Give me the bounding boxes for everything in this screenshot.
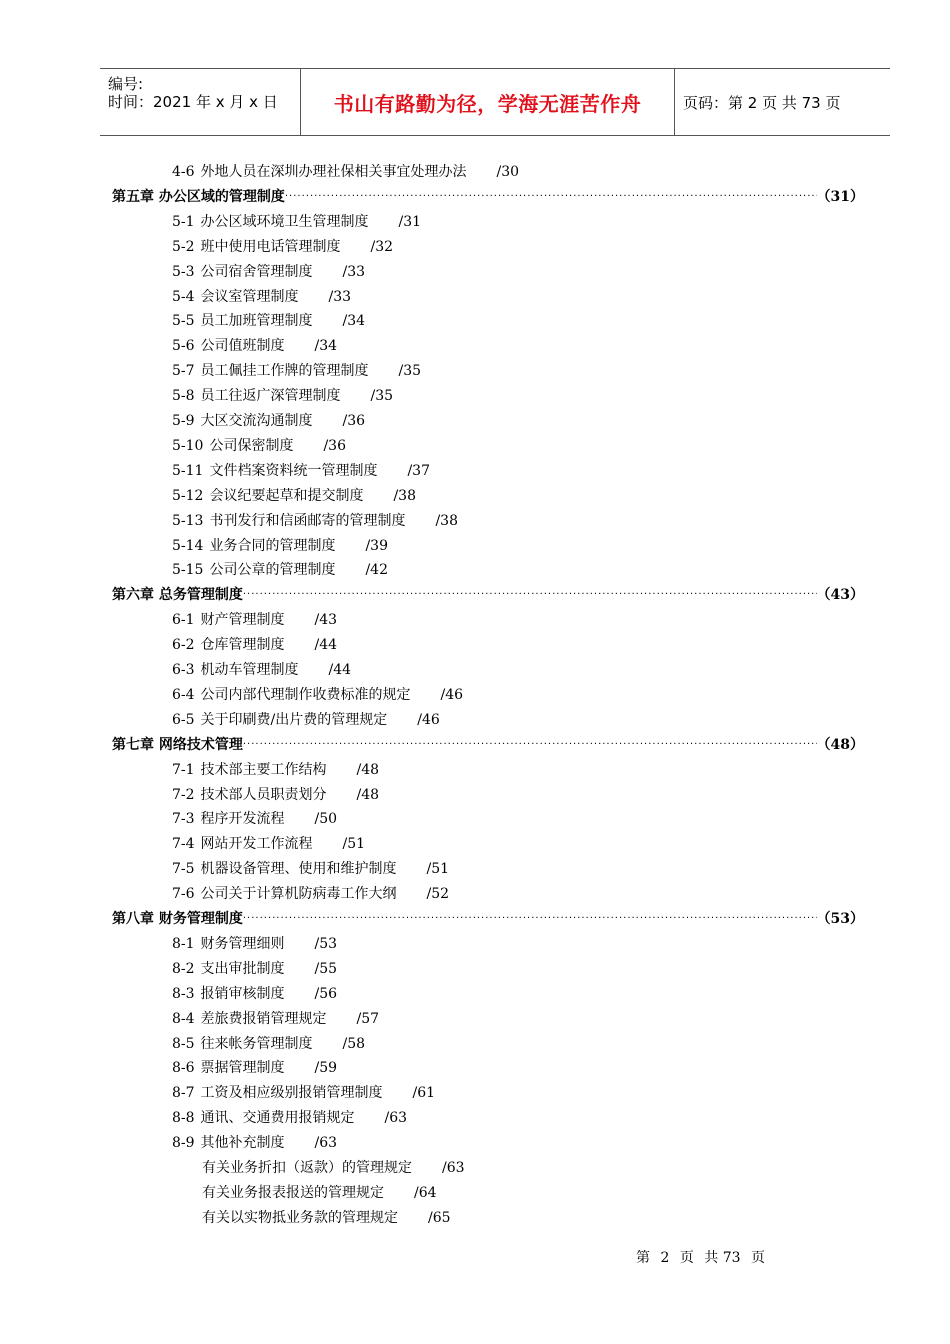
toc-item-page: /33 — [342, 264, 366, 280]
toc-item — [172, 263, 365, 281]
toc-item-title: 有关业务报表报送的管理规定 — [202, 1185, 384, 1201]
toc-item-page: /53 — [314, 936, 338, 952]
toc-item-title: 会议室管理制度 — [200, 289, 299, 305]
toc-item — [172, 312, 365, 330]
toc-item-page: /64 — [414, 1185, 437, 1201]
toc-item-code: 8-3 — [172, 986, 195, 1002]
toc-item-title: 机动车管理制度 — [200, 662, 299, 678]
toc-item-page: /44 — [328, 662, 352, 678]
toc-item — [172, 462, 430, 480]
toc-item-title: 书刊发行和信函邮寄的管理制度 — [209, 513, 406, 529]
serial-label: 编号: — [108, 75, 144, 93]
toc-chapter-title: 第六章 总务管理制度 — [112, 587, 243, 603]
toc-item-title: 关于印刷费/出片费的管理规定 — [200, 712, 388, 728]
toc-item-title: 票据管理制度 — [200, 1060, 285, 1076]
toc-item-page: /58 — [342, 1036, 366, 1052]
toc-chapter-title: 第五章 办公区域的管理制度 — [112, 189, 285, 205]
toc-item-code: 7-2 — [172, 787, 195, 803]
toc-item — [172, 636, 337, 654]
toc-item-code: 8-8 — [172, 1110, 195, 1126]
toc-item-page: /56 — [314, 986, 338, 1002]
toc-item-page: /59 — [314, 1060, 338, 1076]
toc-item — [172, 1035, 365, 1053]
toc-item — [172, 1059, 337, 1077]
footer-di: 第 — [636, 1250, 650, 1266]
toc-item — [172, 512, 458, 530]
toc-item-page: /55 — [314, 961, 338, 977]
toc-chapter-page: （31） — [816, 189, 864, 205]
toc-item-page: /63 — [442, 1160, 465, 1176]
toc-item-title: 大区交流沟通制度 — [200, 413, 313, 429]
toc-item-title: 财务管理细则 — [200, 936, 285, 952]
toc-item — [172, 213, 421, 231]
toc-leader-dots — [243, 910, 817, 928]
toc-item-title: 支出审批制度 — [200, 961, 285, 977]
toc-item — [172, 537, 388, 555]
toc-item-code: 5-1 — [172, 214, 195, 230]
toc-item — [172, 935, 337, 953]
header-meta — [100, 69, 301, 135]
toc-leader-dots — [243, 586, 817, 604]
toc-item-page: /65 — [428, 1210, 451, 1226]
toc-item — [202, 1184, 437, 1202]
toc-item-title: 员工往返广深管理制度 — [200, 388, 341, 404]
toc-item — [172, 661, 351, 679]
toc-chapter — [112, 586, 864, 604]
toc-item-code: 5-3 — [172, 264, 195, 280]
toc-item — [172, 860, 449, 878]
toc-item-code: 5-2 — [172, 239, 195, 255]
toc-item-title: 工资及相应级别报销管理制度 — [200, 1085, 383, 1101]
toc-item-code: 5-11 — [172, 463, 204, 479]
toc-chapter — [112, 188, 864, 206]
toc-item-title: 有关业务折扣（返款）的管理规定 — [202, 1160, 412, 1176]
toc-chapter-page: （48） — [816, 737, 864, 753]
toc-item-title: 公司公章的管理制度 — [209, 562, 336, 578]
toc-item-page: /31 — [398, 214, 422, 230]
footer-total: 共 73 — [704, 1250, 741, 1266]
toc-item-title: 员工佩挂工作牌的管理制度 — [200, 363, 369, 379]
toc-item-title: 有关以实物抵业务款的管理规定 — [202, 1210, 398, 1226]
toc-item-code: 6-4 — [172, 687, 195, 703]
toc-item-code: 8-4 — [172, 1011, 195, 1027]
toc-item-title: 通讯、交通费用报销规定 — [200, 1110, 355, 1126]
toc-item-page: /48 — [356, 787, 380, 803]
toc-item-code: 5-10 — [172, 438, 204, 454]
toc-item — [172, 163, 519, 181]
toc-item-title: 文件档案资料统一管理制度 — [209, 463, 378, 479]
toc-item-page: /38 — [393, 488, 416, 504]
toc-item-page: /35 — [370, 388, 394, 404]
toc-item-code: 8-6 — [172, 1060, 195, 1076]
toc-item-page: /46 — [417, 712, 440, 728]
toc-item — [202, 1209, 451, 1227]
toc-item-title: 差旅费报销管理规定 — [200, 1011, 327, 1027]
toc-item-code: 6-2 — [172, 637, 195, 653]
toc-item-title: 报销审核制度 — [200, 986, 285, 1002]
toc-chapter-title: 第八章 财务管理制度 — [112, 911, 243, 927]
toc-item-page: /43 — [314, 612, 338, 628]
toc-item — [172, 1134, 337, 1152]
toc-item-page: /63 — [384, 1110, 408, 1126]
toc-item-code: 5-6 — [172, 338, 195, 354]
toc-item-code: 5-8 — [172, 388, 195, 404]
toc-item — [172, 412, 365, 430]
toc-leader-dots — [285, 188, 817, 206]
toc-item-code: 5-9 — [172, 413, 195, 429]
toc-item-code: 8-7 — [172, 1085, 195, 1101]
toc-item-code: 5-4 — [172, 289, 195, 305]
footer-ye: 页 — [679, 1250, 694, 1266]
toc-item — [202, 1159, 465, 1177]
toc-item — [172, 362, 421, 380]
toc-item — [172, 611, 337, 629]
toc-item — [172, 786, 379, 804]
toc-item-page: /50 — [314, 811, 338, 827]
toc-item-code: 6-3 — [172, 662, 195, 678]
toc-item — [172, 437, 346, 455]
toc-item-code: 6-5 — [172, 712, 195, 728]
toc-item-title: 办公区域环境卫生管理制度 — [200, 214, 369, 230]
header-motto-cell — [301, 69, 675, 135]
toc-item-page: /61 — [412, 1085, 436, 1101]
toc-item-title: 班中使用电话管理制度 — [200, 239, 341, 255]
toc-item-code: 7-5 — [172, 861, 195, 877]
header-page-info: 页码：第 2 页 共 73 页 — [683, 93, 841, 112]
footer-ye2: 页 — [751, 1250, 765, 1266]
toc-chapter — [112, 736, 864, 754]
toc-item-page: /33 — [328, 289, 352, 305]
toc-item-code: 5-5 — [172, 313, 195, 329]
toc-item-title: 技术部人员职责划分 — [200, 787, 327, 803]
toc-item — [172, 238, 393, 256]
toc-item-title: 员工加班管理制度 — [200, 313, 313, 329]
page-header — [100, 68, 890, 136]
toc-item-page: /36 — [323, 438, 346, 454]
toc-item-page: /52 — [426, 886, 450, 902]
toc-item-code: 7-1 — [172, 762, 195, 778]
motto: 书山有路勤为径，学海无涯苦作舟 — [333, 91, 642, 116]
toc-item-title: 公司关于计算机防病毒工作大纲 — [200, 886, 397, 902]
toc-item-code: 8-2 — [172, 961, 195, 977]
toc-item-page: /37 — [407, 463, 430, 479]
toc-leader-dots — [243, 736, 817, 754]
toc-item-page: /48 — [356, 762, 380, 778]
toc-item-page: /51 — [426, 861, 450, 877]
toc-item-title: 公司内部代理制作收费标准的规定 — [200, 687, 411, 703]
toc-item-page: /39 — [365, 538, 388, 554]
toc-item-code: 5-15 — [172, 562, 204, 578]
toc-item — [172, 387, 393, 405]
toc-item-code: 5-12 — [172, 488, 204, 504]
toc-item-title: 财产管理制度 — [200, 612, 285, 628]
toc-item-title: 业务合同的管理制度 — [209, 538, 336, 554]
toc-item — [172, 761, 379, 779]
toc-item-title: 技术部主要工作结构 — [200, 762, 327, 778]
toc-chapter-page: （53） — [816, 911, 864, 927]
toc-item — [172, 1109, 407, 1127]
toc-item-page: /57 — [356, 1011, 380, 1027]
toc-chapter-title: 第七章 网络技术管理 — [112, 737, 243, 753]
toc-item-title: 公司宿舍管理制度 — [200, 264, 313, 280]
toc-item-page: /34 — [342, 313, 366, 329]
toc-item-title: 程序开发流程 — [200, 811, 285, 827]
toc-item-code: 7-3 — [172, 811, 195, 827]
toc-item-page: /51 — [342, 836, 366, 852]
toc-item — [172, 810, 337, 828]
toc-item-page: /63 — [314, 1135, 338, 1151]
toc-item-page: /35 — [398, 363, 422, 379]
toc-item-title: 机器设备管理、使用和维护制度 — [200, 861, 397, 877]
page-footer — [636, 1247, 771, 1267]
toc-item-title: 会议纪要起草和提交制度 — [209, 488, 364, 504]
toc-item — [172, 686, 463, 704]
toc-item — [172, 835, 365, 853]
toc-item-page: /44 — [314, 637, 338, 653]
toc-item — [172, 487, 416, 505]
toc-item-code: 8-9 — [172, 1135, 195, 1151]
footer-page-number: 2 — [660, 1250, 670, 1266]
toc-item-code: 5-7 — [172, 363, 195, 379]
toc-item-title: 其他补充制度 — [200, 1135, 285, 1151]
toc-item — [172, 711, 440, 729]
time-label: 时间：2021 年 x 月 x 日 — [108, 93, 278, 111]
toc-item-title: 公司值班制度 — [200, 338, 285, 354]
toc-chapter — [112, 910, 864, 928]
toc-item-title: 往来帐务管理制度 — [200, 1036, 313, 1052]
toc-item — [172, 561, 388, 579]
toc-item-page: /42 — [365, 562, 388, 578]
toc-item — [172, 288, 351, 306]
toc-item — [172, 960, 337, 978]
toc-item-code: 7-4 — [172, 836, 195, 852]
toc-item-code: 4-6 — [172, 164, 195, 180]
toc-item-code: 8-5 — [172, 1036, 195, 1052]
toc-item-page: /34 — [314, 338, 338, 354]
toc-item — [172, 885, 449, 903]
toc-item-code: 8-1 — [172, 936, 195, 952]
toc-item-title: 公司保密制度 — [209, 438, 294, 454]
toc-item-code: 6-1 — [172, 612, 195, 628]
toc-item-title: 网站开发工作流程 — [200, 836, 313, 852]
toc-item — [172, 337, 337, 355]
toc-item-page: /38 — [435, 513, 458, 529]
toc-item-title: 仓库管理制度 — [200, 637, 285, 653]
toc-item-page: /36 — [342, 413, 366, 429]
toc-item — [172, 1010, 379, 1028]
toc-item-title: 外地人员在深圳办理社保相关事宜处理办法 — [200, 164, 467, 180]
toc-item-page: /30 — [496, 164, 520, 180]
toc-item-code: 5-14 — [172, 538, 204, 554]
toc-item-page: /46 — [440, 687, 464, 703]
toc-item-page: /32 — [370, 239, 394, 255]
toc-item-code: 5-13 — [172, 513, 204, 529]
toc-item-code: 7-6 — [172, 886, 195, 902]
toc-item — [172, 985, 337, 1003]
toc-chapter-page: （43） — [816, 587, 864, 603]
toc-item — [172, 1084, 435, 1102]
